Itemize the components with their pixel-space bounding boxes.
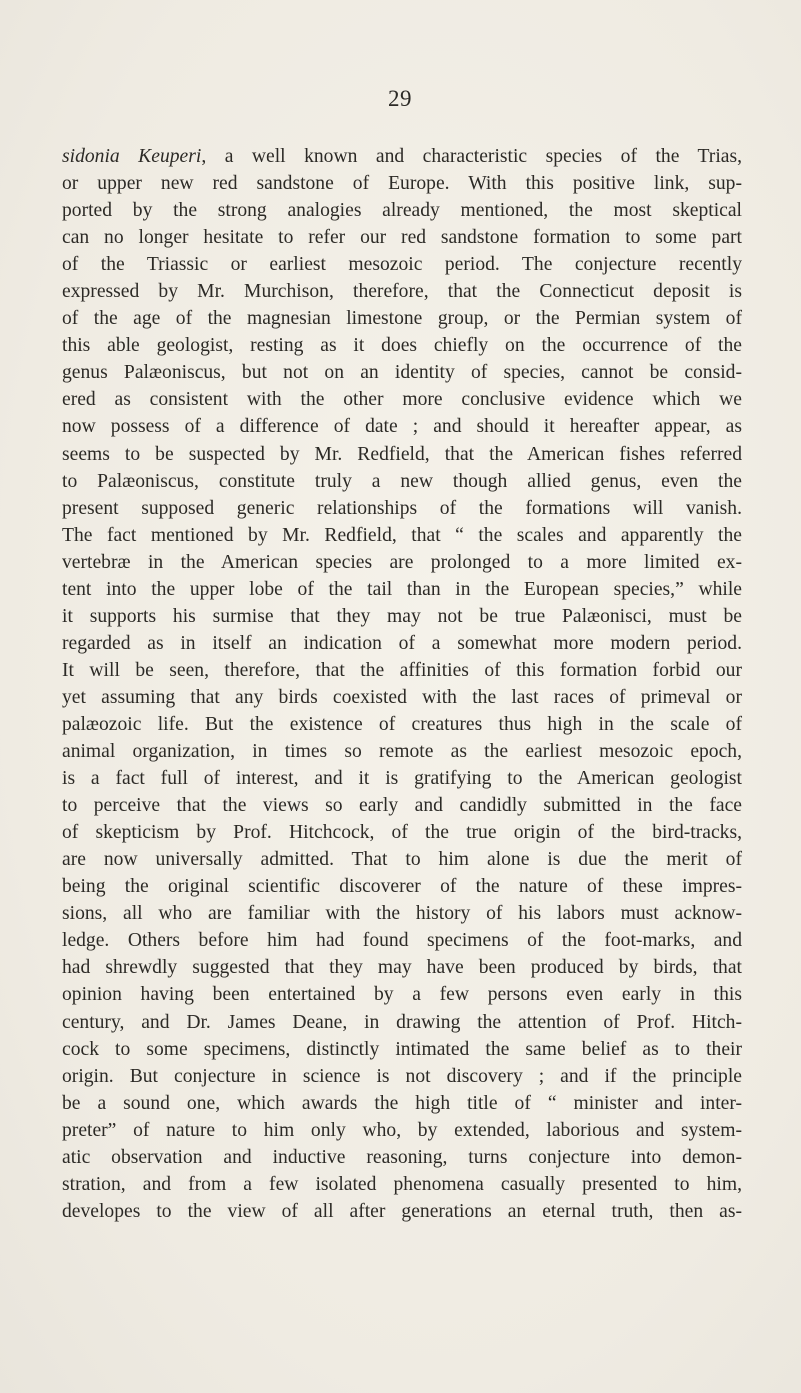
line-text: tent into the upper lobe of the tail than in the European species,” while	[62, 578, 742, 600]
text-line	[62, 873, 742, 900]
line-text: of skepticism by Prof. Hitchcock, of the true origin of the bird-tracks,	[62, 822, 742, 844]
line-text: this able geologist, resting as it does chiefly on the occurrence of the	[62, 335, 742, 357]
line-text: had shrewdly suggested that they may have been produced by birds, that	[62, 957, 742, 979]
line-text: sions, all who are familiar with the history of his labors must acknow-	[62, 903, 742, 925]
text-line	[62, 1171, 742, 1198]
line-text: or upper new red sandstone of Europe. With this positive link, sup-	[62, 173, 742, 195]
line-text: are now universally admitted. That to him alone is due the merit of	[62, 849, 742, 871]
text-line	[62, 981, 742, 1008]
text-line	[62, 143, 742, 170]
line-text: origin. But conjecture in science is not discovery ; and if the principle	[62, 1065, 742, 1087]
text-line	[62, 1009, 742, 1036]
text-line	[62, 1063, 742, 1090]
text-line	[62, 711, 742, 738]
line-text: developes to the view of all after generations an eternal truth, then as-	[62, 1200, 742, 1222]
text-line	[62, 522, 742, 549]
line-text: vertebræ in the American species are prolonged to a more limited ex-	[62, 551, 742, 573]
line-text: It will be seen, therefore, that the affinities of this formation forbid our	[62, 659, 742, 681]
text-line	[62, 1144, 742, 1171]
text-line	[62, 819, 742, 846]
line-text: animal organization, in times so remote as the earliest mesozoic epoch,	[62, 741, 742, 763]
line-text: ported by the strong analogies already mentioned, the most skeptical	[62, 200, 742, 222]
text-line	[62, 954, 742, 981]
body-text	[62, 143, 742, 1225]
line-text: palæozoic life. But the existence of creatures thus high in the scale of	[62, 713, 742, 735]
text-line	[62, 684, 742, 711]
line-text: yet assuming that any birds coexisted with the last races of primeval or	[62, 686, 742, 708]
line-text: ered as consistent with the other more conclusive evidence which we	[62, 389, 742, 411]
line-text: seems to be suspected by Mr. Redfield, that the American fishes referred	[62, 443, 742, 465]
text-line	[62, 738, 742, 765]
text-line	[62, 765, 742, 792]
text-line	[62, 197, 742, 224]
text-line	[62, 170, 742, 197]
line-text: opinion having been entertained by a few persons even early in this	[62, 984, 742, 1006]
text-line	[62, 657, 742, 684]
page-number: 29	[388, 86, 412, 111]
line-text: atic observation and inductive reasoning, turns conjecture into demon-	[62, 1146, 742, 1168]
line-text: The fact mentioned by Mr. Redfield, that “ the scales and apparently the	[62, 524, 742, 546]
text-line	[62, 846, 742, 873]
text-line	[62, 278, 742, 305]
line-text: to perceive that the views so early and candidly submitted in the face	[62, 795, 742, 817]
text-line	[62, 603, 742, 630]
text-line	[62, 441, 742, 468]
line-text: century, and Dr. James Deane, in drawing the attention of Prof. Hitch-	[62, 1011, 742, 1033]
text-line	[62, 792, 742, 819]
text-line	[62, 413, 742, 440]
text-line	[62, 305, 742, 332]
line-text: can no longer hesitate to refer our red sandstone formation to some part	[62, 227, 742, 249]
text-line	[62, 1198, 742, 1225]
text-line	[62, 576, 742, 603]
line-text: it supports his surmise that they may not be true Palæonisci, must be	[62, 605, 742, 627]
line-text: be a sound one, which awards the high title of “ minister and inter-	[62, 1092, 742, 1114]
line-text: expressed by Mr. Murchison, therefore, that the Connecticut deposit is	[62, 281, 742, 303]
line-text: now possess of a difference of date ; and should it hereafter appear, as	[62, 416, 742, 438]
line-text: regarded as in itself an indication of a somewhat more modern period.	[62, 632, 742, 654]
line-text: ledge. Others before him had found specimens of the foot-marks, and	[62, 930, 742, 952]
line-text: of the Triassic or earliest mesozoic period. The conjecture recently	[62, 254, 742, 276]
line-text: being the original scientific discoverer of the nature of these impres-	[62, 876, 742, 898]
text-line	[62, 630, 742, 657]
line-text: of the age of the magnesian limestone group, or the Permian system of	[62, 308, 742, 330]
line-text: is a fact full of interest, and it is gratifying to the American geologist	[62, 768, 742, 790]
text-line	[62, 1036, 742, 1063]
text-line	[62, 359, 742, 386]
text-line	[62, 224, 742, 251]
text-line	[62, 1090, 742, 1117]
text-line	[62, 332, 742, 359]
text-line	[62, 468, 742, 495]
text-line	[62, 495, 742, 522]
text-line	[62, 251, 742, 278]
line-text: present supposed generic relationships of the formations will vanish.	[62, 497, 742, 519]
line-text: , a well known and characteristic species of the Trias,	[201, 146, 742, 167]
text-line	[62, 927, 742, 954]
line-text: genus Palæoniscus, but not on an identity of species, cannot be consid-	[62, 362, 742, 384]
italic-species-name: sidonia Keuperi	[62, 146, 202, 167]
line-text: to Palæoniscus, constitute truly a new though allied genus, even the	[62, 470, 742, 492]
line-text: stration, and from a few isolated phenomena casually presented to him,	[62, 1173, 742, 1195]
line-text: cock to some specimens, distinctly intimated the same belief as to their	[62, 1038, 742, 1060]
text-line	[62, 386, 742, 413]
text-line	[62, 549, 742, 576]
text-line	[62, 1117, 742, 1144]
line-text: preter” of nature to him only who, by extended, laborious and system-	[62, 1119, 742, 1141]
text-line	[62, 900, 742, 927]
